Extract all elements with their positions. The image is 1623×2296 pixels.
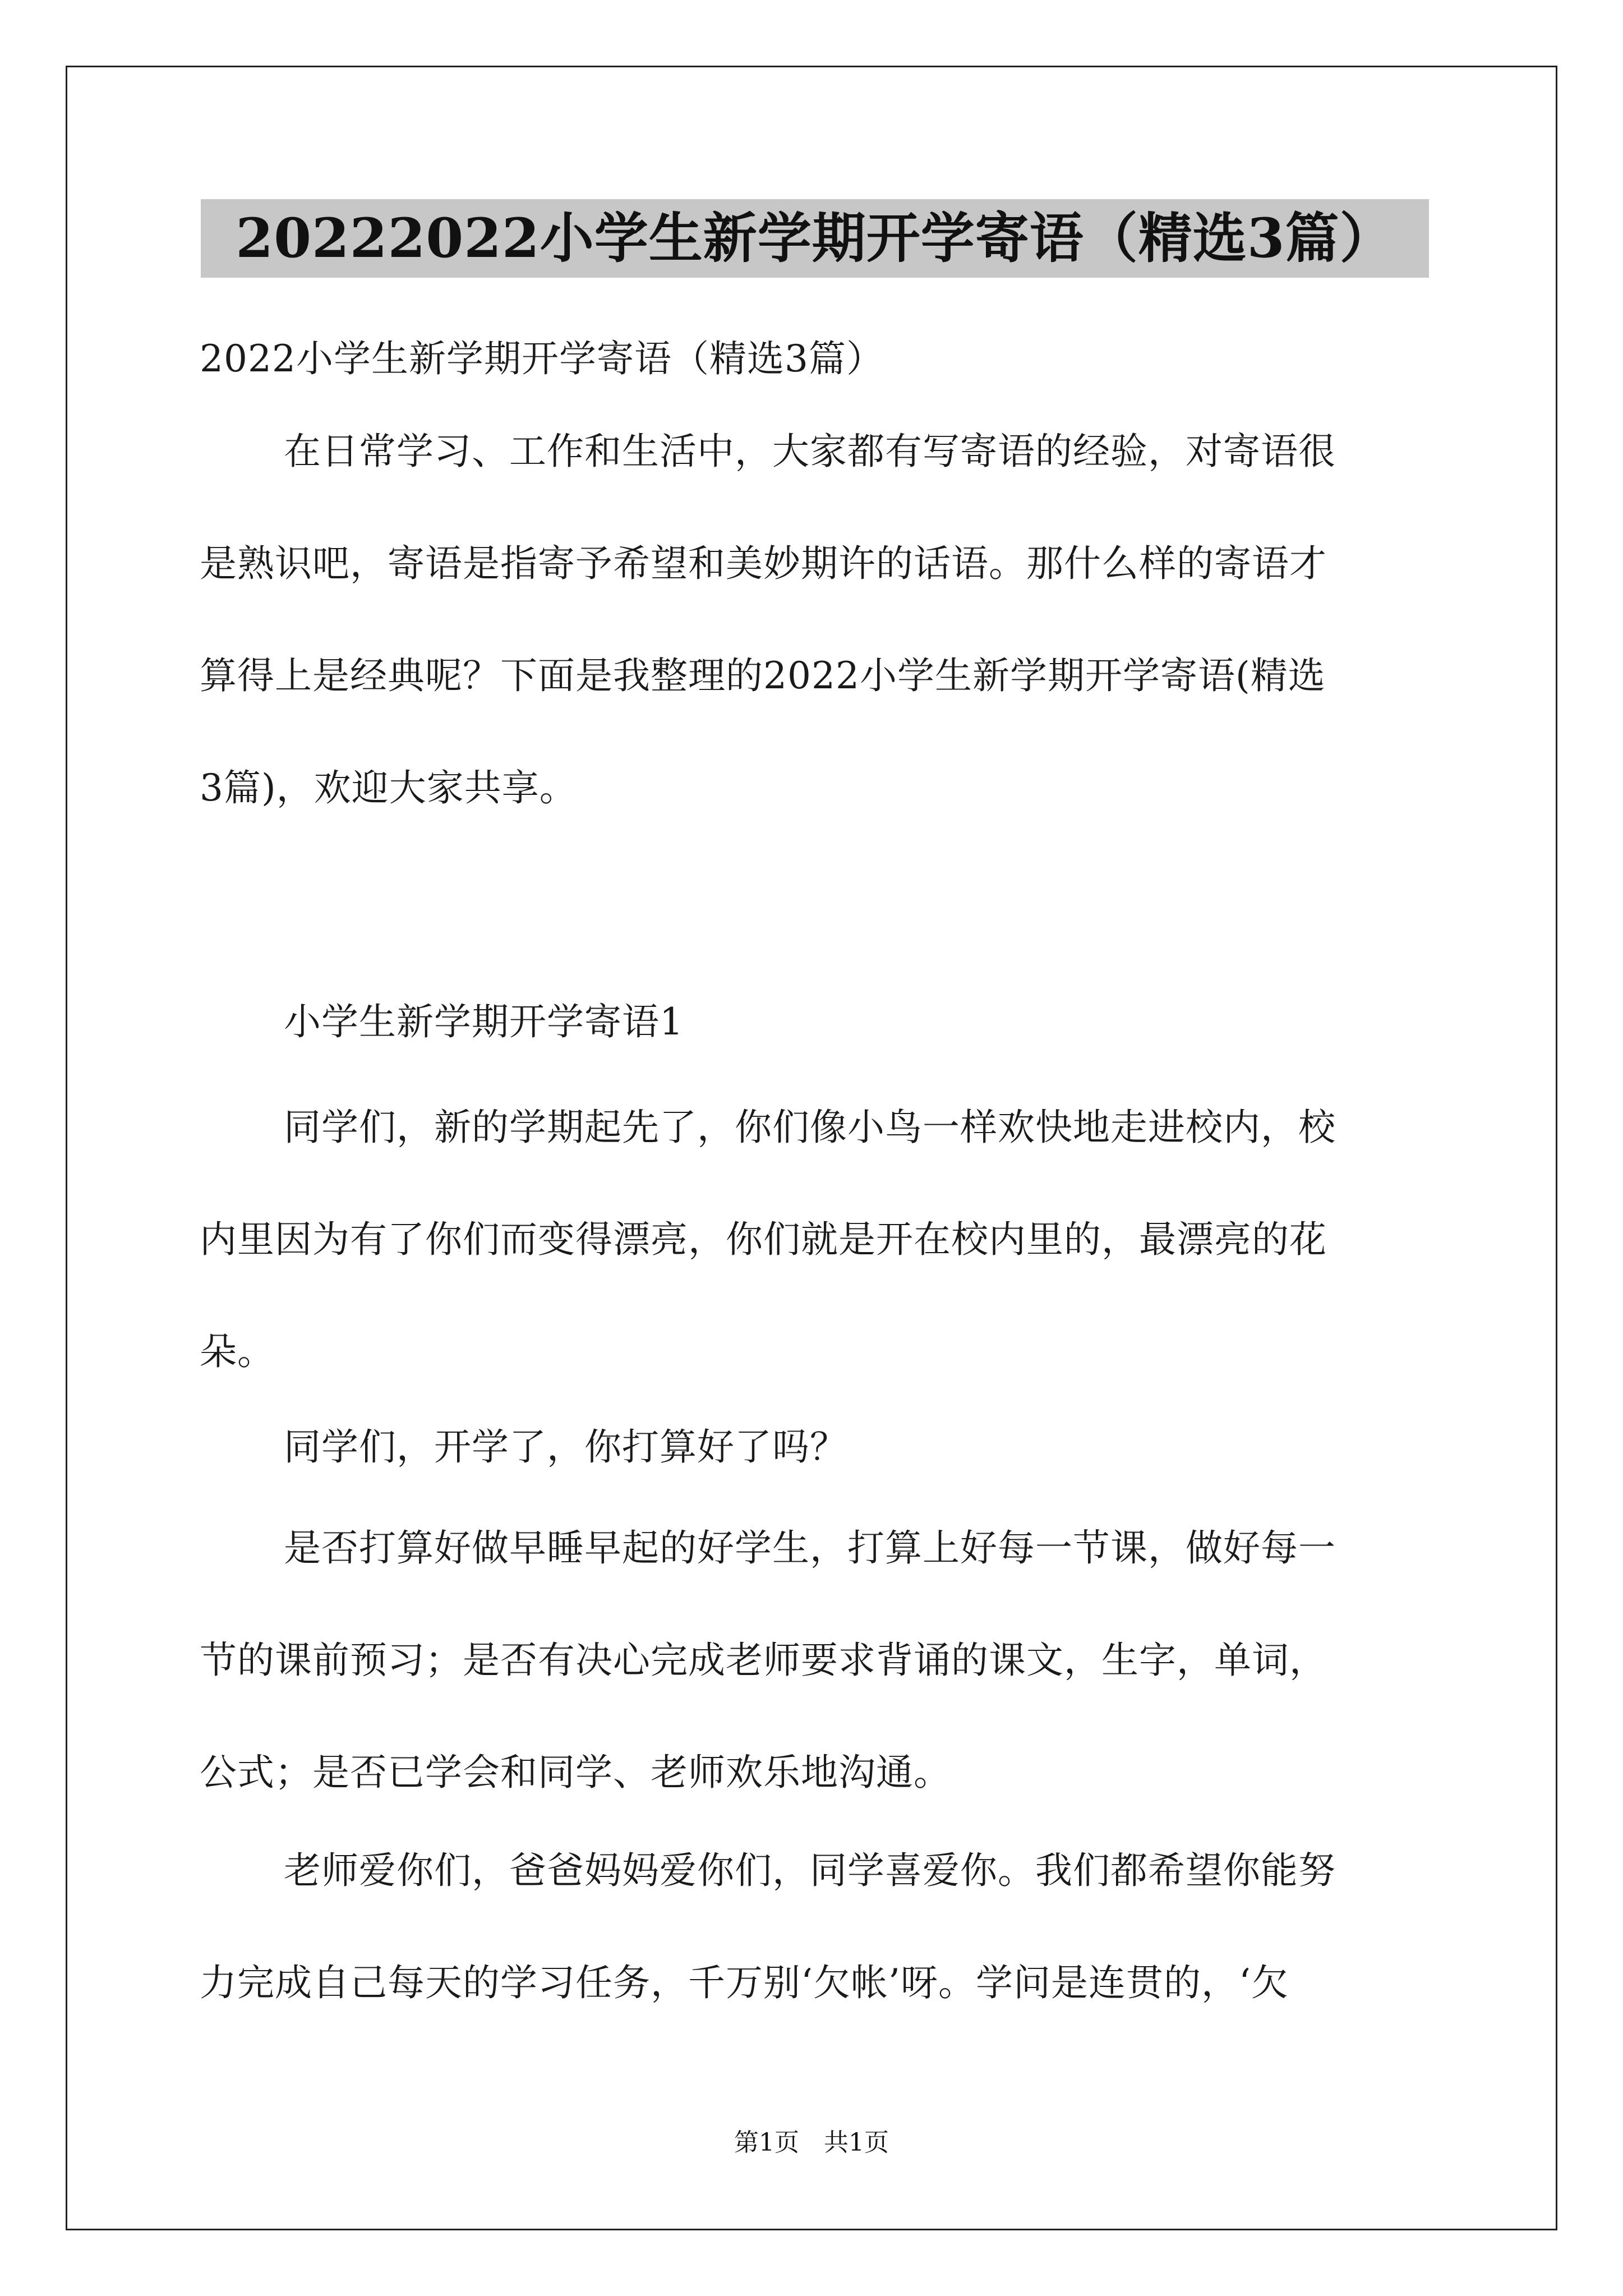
paragraph3-line-1: 是否打算好做早睡早起的好学生，打算上好每一节课，做好每一 bbox=[284, 1526, 1336, 1570]
paragraph3-line-2: 节的课前预习；是否有决心完成老师要求背诵的课文，生字，单词， bbox=[200, 1639, 1327, 1682]
paragraph1-line-3: 朵。 bbox=[200, 1330, 275, 1373]
intro-line-2: 是熟识吧，寄语是指寄予希望和美妙期许的话语。那什么样的寄语才 bbox=[200, 542, 1327, 585]
page-number-footer: 第1页 共1页 bbox=[734, 2128, 889, 2157]
paragraph3-line-3: 公式；是否已学会和同学、老师欢乐地沟通。 bbox=[200, 1751, 951, 1794]
paragraph4-line-2: 力完成自己每天的学习任务，千万别‘欠帐’呀。学问是连贯的，‘欠 bbox=[200, 1961, 1289, 2004]
paragraph4-line-1: 老师爱你们，爸爸妈妈爱你们，同学喜爱你。我们都希望你能努 bbox=[284, 1849, 1336, 1892]
intro-line-3: 算得上是经典呢？下面是我整理的2022小学生新学期开学寄语(精选 bbox=[200, 654, 1326, 697]
intro-line-4: 3篇)，欢迎大家共享。 bbox=[200, 766, 577, 809]
title-highlight bbox=[201, 199, 1429, 278]
paragraph2-line-1: 同学们，开学了，你打算好了吗？ bbox=[284, 1425, 847, 1469]
intro-line-1: 在日常学习、工作和生活中，大家都有写寄语的经验，对寄语很 bbox=[284, 430, 1336, 473]
document-subtitle: 2022小学生新学期开学寄语（精选3篇） bbox=[200, 337, 884, 380]
paragraph1-line-1: 同学们，新的学期起先了，你们像小鸟一样欢快地走进校内，校 bbox=[284, 1106, 1336, 1149]
paragraph1-line-2: 内里因为有了你们而变得漂亮，你们就是开在校内里的，最漂亮的花 bbox=[200, 1218, 1327, 1261]
document-title: 20222022小学生新学期开学寄语（精选3篇） bbox=[236, 206, 1394, 270]
section-heading: 小学生新学期开学寄语1 bbox=[284, 1000, 684, 1043]
